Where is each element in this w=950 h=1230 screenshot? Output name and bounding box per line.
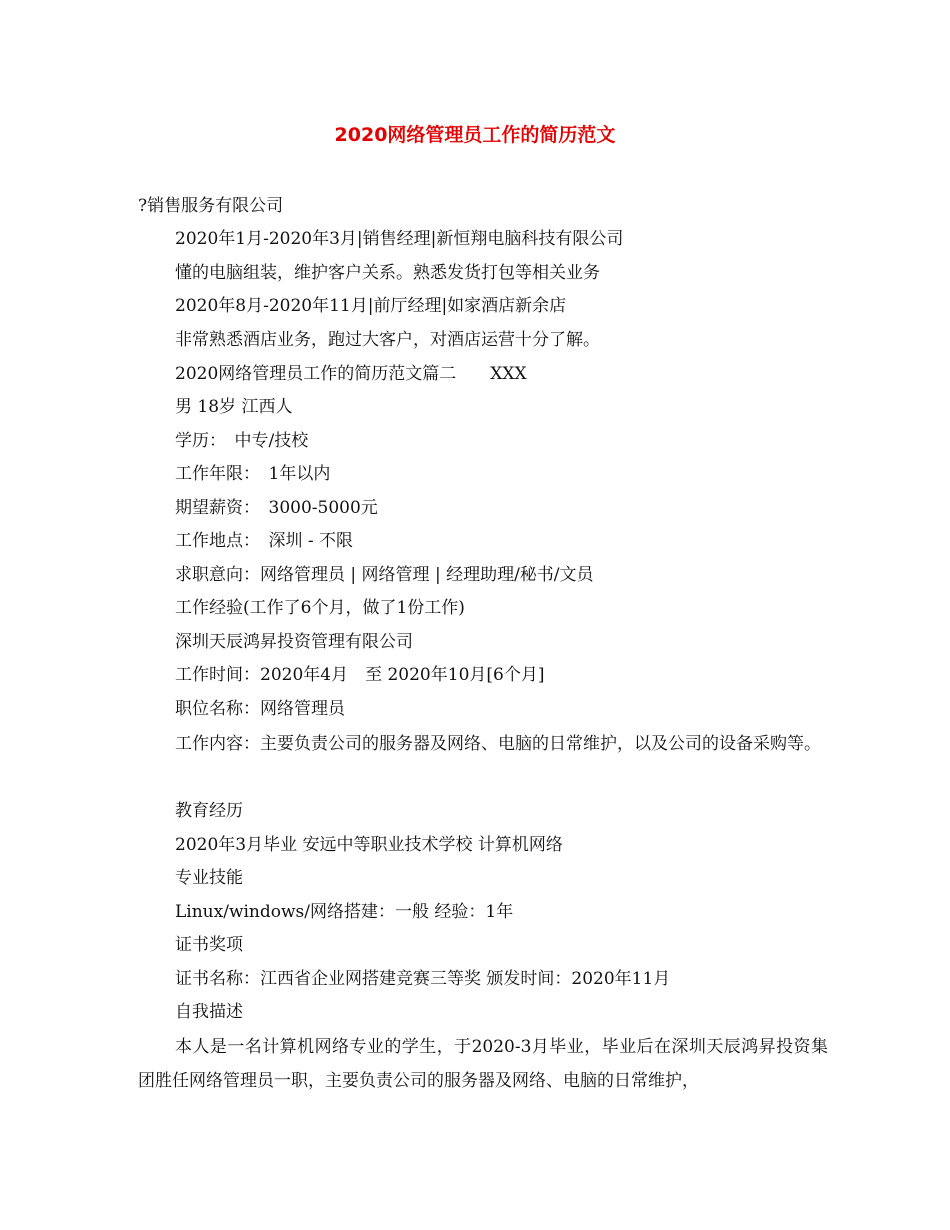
work-period: 工作时间：2020年4月 至 2020年10月[6个月] bbox=[175, 665, 545, 685]
expected-salary: 期望薪资： 3000-5000元 bbox=[175, 498, 378, 518]
education-level: 学历： 中专/技校 bbox=[175, 431, 309, 451]
certificate-entry: 证书名称：江西省企业网搭建竞赛三等奖 颁发时间：2020年11月 bbox=[175, 969, 671, 989]
education-heading: 教育经历 bbox=[175, 801, 243, 821]
job-entry-2: 2020年8月-2020年11月|前厅经理|如家酒店新余店 bbox=[175, 296, 567, 316]
work-years: 工作年限： 1年以内 bbox=[175, 464, 331, 484]
position-title: 职位名称：网络管理员 bbox=[175, 699, 345, 719]
section-heading-part2: 2020网络管理员工作的简历范文篇二 XXX bbox=[175, 364, 527, 384]
personal-info: 男 18岁 江西人 bbox=[175, 397, 293, 417]
work-content: 工作内容：主要负责公司的服务器及网络、电脑的日常维护，以及公司的设备采购等。 bbox=[175, 734, 821, 754]
job-entry-1: 2020年1月-2020年3月|销售经理|新恒翔电脑科技有限公司 bbox=[175, 229, 624, 249]
job-intention: 求职意向：网络管理员 | 网络管理 | 经理助理/秘书/文员 bbox=[175, 565, 594, 585]
employer-name: 深圳天辰鸿昇投资管理有限公司 bbox=[175, 632, 413, 652]
job-desc-2: 非常熟悉酒店业务，跑过大客户，对酒店运营十分了解。 bbox=[175, 330, 600, 350]
skills-entry: Linux/windows/网络搭建：一般 经验：1年 bbox=[175, 902, 514, 922]
certificates-heading: 证书奖项 bbox=[175, 935, 243, 955]
document-title: 2020网络管理员工作的简历范文 bbox=[334, 124, 616, 146]
education-entry: 2020年3月毕业 安远中等职业技术学校 计算机网络 bbox=[175, 835, 563, 855]
skills-heading: 专业技能 bbox=[175, 868, 243, 888]
work-experience-summary: 工作经验(工作了6个月，做了1份工作) bbox=[175, 598, 465, 618]
company-line: ?销售服务有限公司 bbox=[138, 196, 284, 216]
self-description-text: 本人是一名计算机网络专业的学生，于2020-3月毕业，毕业后在深圳天辰鸿昇投资集团胜任网络管理员一职，主要负责公司的服务器及网络、电脑的日常维护， bbox=[138, 1037, 828, 1091]
work-location: 工作地点： 深圳 - 不限 bbox=[175, 531, 354, 551]
self-description-heading: 自我描述 bbox=[175, 1002, 243, 1022]
job-desc-1: 懂的电脑组装，维护客户关系。熟悉发货打包等相关业务 bbox=[175, 263, 600, 283]
